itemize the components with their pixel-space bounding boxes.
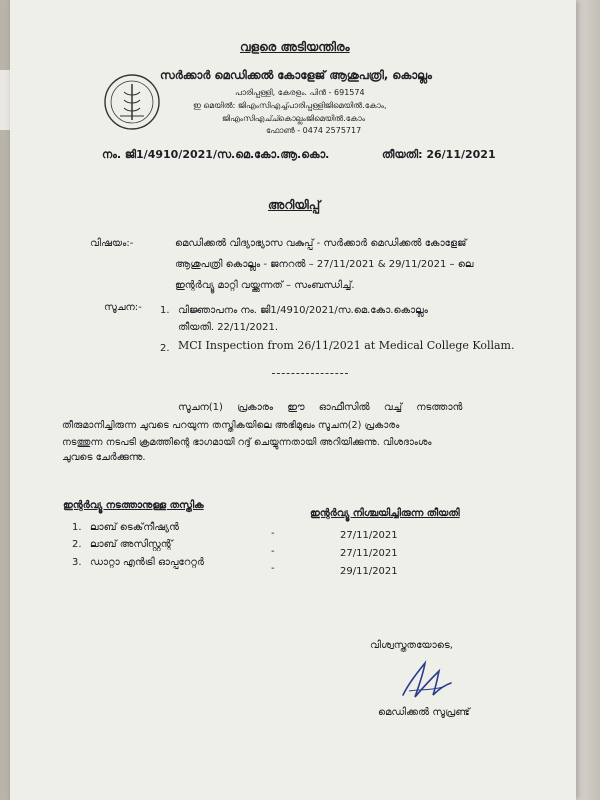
email-line-1: ഇ മെയിൽ: ജിഎംസിഎച്ച്പാരിപ്പള്ളിജിമെയിൽ.കോം, (193, 101, 387, 110)
reference-item-text: MCI Inspection from 26/11/2021 at Medical College Kollam. (178, 339, 515, 352)
body-line-3: നടത്തുന്ന നടപടി ക്രമത്തിന്റെ ഭാഗമായി റദ്ദ് ചെയ്യുന്നതായി അറിയിക്കുന്നു. വിശദാംശം (62, 437, 432, 448)
post-name: ഡാറ്റാ എൻട്രി ഓപ്പറേറ്റർ (90, 557, 205, 568)
institution-name: സർക്കാർ മെഡിക്കൽ കോളേജ് ആശുപത്രി, കൊല്ലം (160, 68, 432, 82)
email-line-2: ജിഎംസിഎച്ച്കൊല്ലംജിമെയിൽ.കോം (222, 114, 366, 123)
row-dash: - (271, 528, 275, 539)
body-line-1: സൂചന(1) പ്രകാരം ഈ ഓഫീസിൽ വച്ച് നടത്താൻ (178, 402, 463, 413)
institution-address: പാരിപ്പള്ളി, കേരളം. പിൻ - 691574 (235, 88, 365, 97)
notice-date: തീയതി: 26/11/2021 (382, 148, 496, 161)
row-number: 1. (72, 522, 82, 533)
subject-line-3: ഇന്റർവ്യൂ മാറ്റി വയ്ക്കുന്നത് – സംബന്ധിച്ച്. (175, 280, 355, 291)
row-number: 2. (72, 539, 82, 550)
reference-item-number: 2. (160, 343, 170, 354)
post-name: ലാബ് ടെക്‌നീഷ്യൻ (90, 522, 179, 533)
row-number: 3. (72, 557, 82, 568)
post-column-header: ഇന്റർവ്യൂ നടത്താനുള്ള തസ്തിക (63, 500, 204, 511)
subject-line-2: ആശുപത്രി കൊല്ലം - ജനറൽ – 27/11/2021 & 29/11/2021 – ലെ (175, 259, 474, 270)
interview-date: 27/11/2021 (340, 548, 398, 559)
background-edge (576, 0, 600, 800)
closing-salutation: വിശ്വസ്തതയോടെ, (370, 640, 453, 651)
body-line-2: തീരുമാനിച്ചിരുന്ന ചുവടെ പറയുന്ന തസ്തികയിലെ അഭിമുഖം സൂചന(2) പ്രകാരം (62, 420, 400, 431)
separator-line (272, 373, 348, 374)
date-column-header: ഇന്റർവ്യൂ നിശ്ചയിച്ചിരുന്ന തീയതി (310, 508, 460, 519)
body-line-4: ചുവടെ ചേർക്കുന്നു. (62, 452, 146, 463)
reference-item-text: വിജ്ഞാപനം നം. ജി1/4910/2021/സ.മെ.കോ.കൊല്ലം (178, 305, 428, 316)
interview-date: 27/11/2021 (340, 530, 398, 541)
notice-title: അറിയിപ്പ് (268, 198, 321, 212)
post-name: ലാബ് അസിസ്റ്റന്റ് (90, 539, 173, 550)
reference-item-date: തീയതി. 22/11/2021. (178, 322, 279, 333)
interview-date: 29/11/2021 (340, 566, 398, 577)
signature-mark (395, 655, 455, 705)
phone-number: ഫോൺ - 0474 2575717 (266, 126, 362, 135)
row-dash: - (271, 563, 275, 574)
reference-number: നം. ജി1/4910/2021/സ.മെ.കോ.ആ.കൊ. (102, 148, 330, 161)
subject-line-1: മെഡിക്കൽ വിദ്യാഭ്യാസ വകുപ്പ് - സർക്കാർ മെഡിക്കൽ കോളേജ് (175, 238, 467, 249)
signatory-designation: മെഡിക്കൽ സൂപ്രണ്ട് (378, 707, 470, 718)
document-sheet (10, 0, 576, 800)
urgency-heading: വളരെ അടിയന്തിരം (240, 40, 350, 54)
emblem-icon (102, 72, 162, 132)
reference-label: സൂചന:- (104, 302, 142, 313)
row-dash: - (271, 546, 275, 557)
reference-item-number: 1. (160, 305, 170, 316)
subject-label: വിഷയം:- (90, 238, 134, 249)
